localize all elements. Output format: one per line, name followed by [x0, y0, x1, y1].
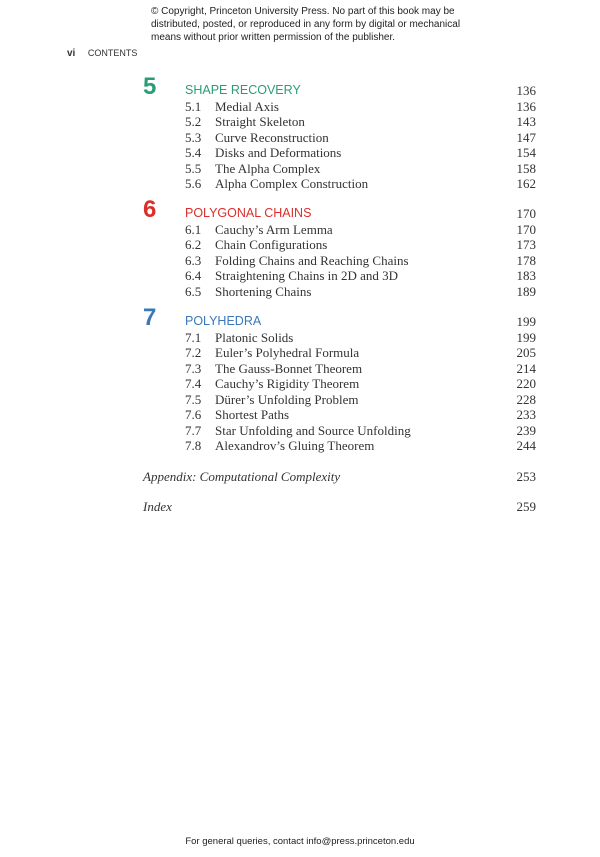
- section-title: Disks and Deformations: [215, 145, 342, 160]
- section-entry[interactable]: [143, 361, 536, 377]
- section-entry[interactable]: [143, 330, 536, 346]
- section-number: 7.6: [185, 407, 202, 422]
- section-page: 136: [516, 98, 536, 114]
- chapter-number: 6: [143, 196, 157, 223]
- index-page: 259: [516, 499, 536, 514]
- section-entry[interactable]: [143, 392, 536, 408]
- section-entry[interactable]: [143, 376, 536, 392]
- section-number: 5.6: [185, 176, 202, 191]
- section-page: 162: [516, 176, 536, 191]
- section-page: 220: [516, 376, 536, 391]
- section-title: Chain Configurations: [215, 237, 328, 252]
- section-number: 5.1: [185, 98, 202, 114]
- section-number: 7.2: [185, 345, 202, 360]
- page-folio: vi: [67, 48, 76, 59]
- section-number: 5.4: [185, 145, 202, 160]
- chapter-page: 199: [516, 314, 536, 329]
- section-title: The Alpha Complex: [215, 160, 321, 176]
- section-number: 5.5: [185, 160, 202, 176]
- section-entry[interactable]: [143, 114, 536, 130]
- section-entry[interactable]: [143, 176, 536, 192]
- section-page: 147: [516, 129, 536, 145]
- section-entry[interactable]: [143, 130, 536, 146]
- section-entry[interactable]: [143, 407, 536, 423]
- section-number: 7.5: [185, 391, 202, 407]
- section-number: 7.1: [185, 329, 202, 345]
- section-page: 233: [516, 407, 536, 422]
- section-number: 5.2: [185, 114, 202, 129]
- section-title: The Gauss-Bonnet Theorem: [215, 360, 363, 376]
- chapter-heading[interactable]: [143, 206, 536, 222]
- chapter-number: 7: [143, 304, 157, 331]
- index-entry[interactable]: [143, 499, 536, 515]
- section-number: 7.7: [185, 422, 202, 438]
- section-entry[interactable]: [143, 99, 536, 115]
- section-title: Straightening Chains in 2D and 3D: [215, 268, 399, 283]
- footer-contact: For general queries, contact info@press.princeton.edu: [185, 836, 415, 847]
- section-page: 189: [516, 283, 536, 299]
- section-title: Shortest Paths: [215, 407, 290, 422]
- copyright-notice: © Copyright, Princeton University Press. No part of this book may be distributed, posted, or reproduced in any form by digital or mechanical means without prior written permission of the publisher.: [151, 6, 461, 44]
- section-title: Platonic Solids: [215, 329, 294, 345]
- section-title: Dürer’s Unfolding Problem: [215, 391, 359, 407]
- chapter-6: [143, 196, 536, 299]
- chapter-title: POLYGONAL CHAINS: [185, 206, 312, 220]
- appendix-title: Appendix: Computational Complexity: [143, 469, 341, 484]
- section-title: Straight Skeleton: [215, 114, 305, 129]
- section-page: 158: [516, 160, 536, 176]
- section-number: 7.4: [185, 376, 202, 391]
- section-page: 244: [516, 438, 536, 453]
- section-number: 7.3: [185, 360, 202, 376]
- section-entry[interactable]: [143, 423, 536, 439]
- section-entry[interactable]: [143, 268, 536, 284]
- section-title: Star Unfolding and Source Unfolding: [215, 422, 411, 438]
- section-page: 183: [516, 268, 536, 283]
- section-page: 205: [516, 345, 536, 360]
- section-title: Euler’s Polyhedral Formula: [215, 345, 360, 360]
- chapter-title: POLYHEDRA: [185, 314, 262, 328]
- section-number: 6.5: [185, 283, 202, 299]
- section-entry[interactable]: [143, 222, 536, 238]
- section-title: Alpha Complex Construction: [215, 176, 369, 191]
- chapter-page: 170: [516, 206, 536, 221]
- section-page: 214: [516, 360, 536, 376]
- section-page: 143: [516, 114, 536, 129]
- section-title: Cauchy’s Arm Lemma: [215, 221, 333, 237]
- section-title: Shortening Chains: [215, 283, 312, 299]
- section-page: 199: [516, 329, 536, 345]
- chapter-page: 136: [516, 83, 536, 98]
- section-page: 170: [516, 221, 536, 237]
- section-number: 6.4: [185, 268, 202, 283]
- section-title: Curve Reconstruction: [215, 129, 329, 145]
- chapter-heading[interactable]: [143, 83, 536, 99]
- section-number: 6.3: [185, 252, 202, 268]
- section-entry[interactable]: [143, 438, 536, 454]
- section-entry[interactable]: [143, 237, 536, 253]
- section-page: 154: [516, 145, 536, 160]
- running-head-title: CONTENTS: [87, 48, 138, 58]
- section-entry[interactable]: [143, 345, 536, 361]
- section-number: 7.8: [185, 438, 202, 453]
- index-title: Index: [143, 499, 172, 514]
- section-page: 178: [516, 252, 536, 268]
- section-title: Folding Chains and Reaching Chains: [215, 252, 409, 268]
- appendix-entry[interactable]: [143, 469, 536, 485]
- appendix-page: 253: [516, 469, 536, 484]
- running-head: [67, 48, 137, 59]
- section-title: Alexandrov’s Gluing Theorem: [215, 438, 375, 453]
- chapter-heading[interactable]: [143, 314, 536, 330]
- section-title: Medial Axis: [215, 98, 279, 114]
- section-page: 228: [516, 391, 536, 407]
- section-page: 239: [516, 422, 536, 438]
- section-entry[interactable]: [143, 284, 536, 300]
- chapter-title: SHAPE RECOVERY: [185, 83, 301, 97]
- section-number: 5.3: [185, 129, 202, 145]
- section-entry[interactable]: [143, 145, 536, 161]
- chapter-number: 5: [143, 73, 157, 100]
- chapter-7: [143, 304, 536, 454]
- section-number: 6.2: [185, 237, 202, 252]
- chapter-5: [143, 73, 536, 192]
- section-entry[interactable]: [143, 161, 536, 177]
- section-page: 173: [516, 237, 536, 252]
- section-number: 6.1: [185, 221, 202, 237]
- section-title: Cauchy’s Rigidity Theorem: [215, 376, 360, 391]
- section-entry[interactable]: [143, 253, 536, 269]
